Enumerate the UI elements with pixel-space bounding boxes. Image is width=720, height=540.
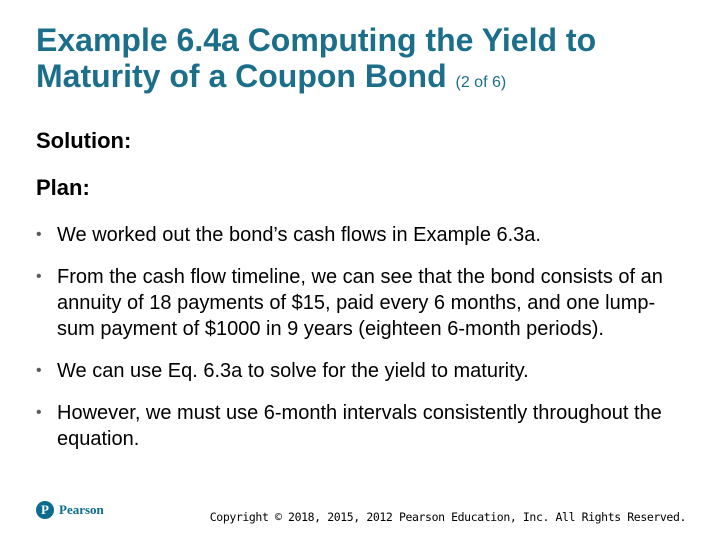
copyright-notice: Copyright © 2018, 2015, 2012 Pearson Education, Inc. All Rights Reserved. (209, 510, 686, 524)
pearson-logo-icon: P (36, 501, 54, 519)
bullet-item (36, 400, 686, 452)
bullet-item (36, 264, 686, 342)
slide-title (36, 22, 696, 101)
bullet-icon: • (36, 226, 42, 243)
bullet-text: We can use Eq. 6.3a to solve for the yield to maturity. (57, 360, 529, 382)
bullet-text: We worked out the bond’s cash flows in Example 6.3a. (57, 224, 541, 246)
bullet-item (36, 222, 686, 248)
pearson-logo (36, 501, 104, 519)
bullet-icon: • (36, 404, 42, 421)
slide-title-page-indicator: (2 of 6) (455, 74, 507, 91)
solution-heading: Solution: (36, 128, 132, 153)
bullet-text: From the cash flow timeline, we can see that the bond consists of an annuity of 18 payments of $15, paid every 6 months, and one lump-sum payment of $1000 in 9 years (eighteen 6-month periods). (57, 266, 663, 340)
bullet-icon: • (36, 268, 42, 285)
bullet-icon: • (36, 362, 42, 379)
pearson-logo-text: Pearson (59, 502, 104, 517)
bullet-text: However, we must use 6-month intervals consistently throughout the equation. (57, 402, 662, 450)
bullet-list (36, 222, 686, 468)
slide-title-main: Example 6.4a Computing the Yield to Maturity of a Coupon Bond (36, 22, 597, 94)
plan-heading: Plan: (36, 175, 90, 200)
bullet-item (36, 358, 686, 384)
